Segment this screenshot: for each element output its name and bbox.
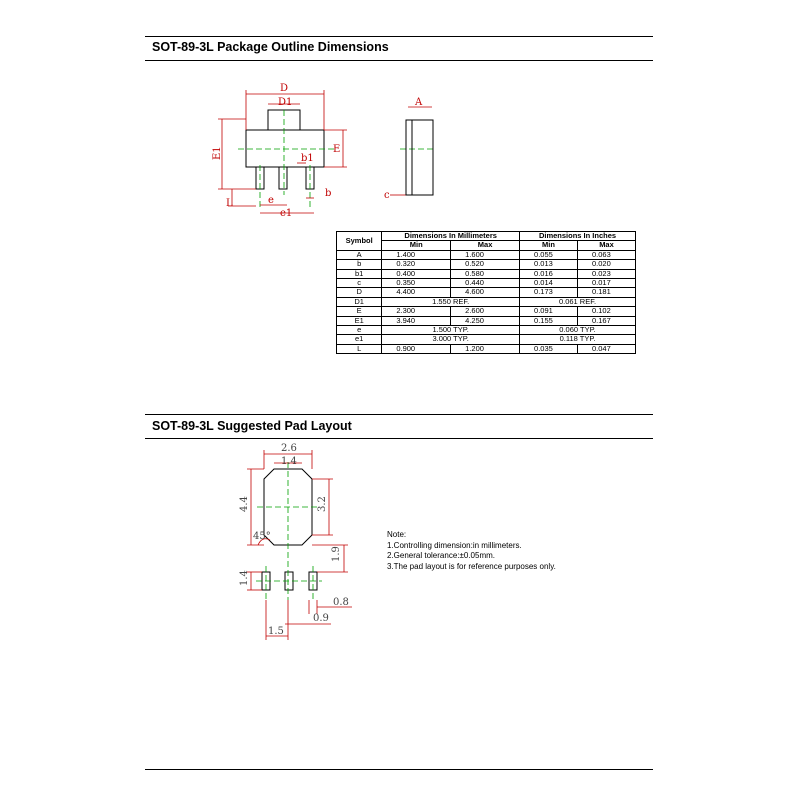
table-cell: 0.063 — [577, 250, 635, 259]
table-cell: 1.500 TYP. — [382, 326, 520, 335]
table-cell: 0.118 TYP. — [520, 335, 636, 344]
table-cell: c — [337, 279, 382, 288]
table-cell: 0.320 — [382, 260, 451, 269]
label-A: A — [415, 97, 423, 108]
table-cell: 0.060 TYP. — [520, 326, 636, 335]
table-cell: 3.000 TYP. — [382, 335, 520, 344]
table-cell: 0.016 — [520, 269, 578, 278]
table-cell: 2.600 — [451, 307, 520, 316]
table-cell: E1 — [337, 316, 382, 325]
table-cell: D1 — [337, 297, 382, 306]
table-cell: 1.550 REF. — [382, 297, 520, 306]
table-cell: 0.580 — [451, 269, 520, 278]
table-cell: A — [337, 250, 382, 259]
table-cell: 0.014 — [520, 279, 578, 288]
section-title-outline: SOT-89-3L Package Outline Dimensions — [152, 40, 389, 54]
pad-label-1-4: 1.4 — [281, 456, 297, 467]
label-b: b — [325, 188, 332, 199]
col-mm: Dimensions In Millimeters — [382, 232, 520, 241]
table-cell: E — [337, 307, 382, 316]
note-item: 2.General tolerance:±0.05mm. — [387, 551, 495, 560]
label-E1: E1 — [212, 146, 223, 160]
table-cell: L — [337, 344, 382, 353]
table-cell: 4.600 — [451, 288, 520, 297]
table-cell: 0.013 — [520, 260, 578, 269]
col-symbol: Symbol — [337, 232, 382, 251]
pad-label-2-6: 2.6 — [281, 443, 297, 454]
table-cell: 0.440 — [451, 279, 520, 288]
pad-label-1-5: 1.5 — [268, 626, 284, 637]
table-cell: 0.400 — [382, 269, 451, 278]
pad-label-0-8: 0.8 — [333, 597, 349, 608]
table-cell: 3.940 — [382, 316, 451, 325]
label-c: c — [384, 190, 390, 201]
table-cell: b — [337, 260, 382, 269]
pad-label-3-2: 3.2 — [317, 496, 328, 512]
table-cell: 0.017 — [577, 279, 635, 288]
label-e: e — [268, 195, 274, 206]
label-E: E — [333, 144, 341, 155]
table-cell: 0.047 — [577, 344, 635, 353]
table-cell: 0.181 — [577, 288, 635, 297]
table-cell: 0.020 — [577, 260, 635, 269]
table-cell: 0.035 — [520, 344, 578, 353]
table-cell: 0.023 — [577, 269, 635, 278]
col-mm-max: Max — [451, 241, 520, 250]
col-in-max: Max — [577, 241, 635, 250]
pad-label-lead-1-4: 1.4 — [239, 570, 250, 586]
col-mm-min: Min — [382, 241, 451, 250]
table-cell: 0.900 — [382, 344, 451, 353]
label-L: L — [226, 198, 233, 209]
note-item: 1.Controlling dimension:in millimeters. — [387, 540, 522, 550]
table-cell: 0.091 — [520, 307, 578, 316]
table-cell: 1.200 — [451, 344, 520, 353]
label-D1: D1 — [278, 97, 293, 108]
table-cell: 0.350 — [382, 279, 451, 288]
label-e1: e1 — [280, 208, 293, 219]
table-cell: 1.400 — [382, 250, 451, 259]
note-item: 3.The pad layout is for reference purposes only. — [387, 561, 556, 571]
table-cell: 2.300 — [382, 307, 451, 316]
label-b1: b1 — [301, 153, 314, 164]
pad-label-1-9: 1.9 — [331, 546, 342, 562]
table-cell: 0.061 REF. — [520, 297, 636, 306]
table-cell: 0.055 — [520, 250, 578, 259]
label-D: D — [280, 83, 289, 94]
table-cell: 0.520 — [451, 260, 520, 269]
notes-title: Note: — [387, 530, 407, 539]
pad-label-angle: 45° — [253, 531, 271, 542]
table-cell: b1 — [337, 269, 382, 278]
bottom-rule — [145, 769, 653, 770]
table-cell: 0.102 — [577, 307, 635, 316]
notes-block — [387, 530, 556, 572]
table-cell: D — [337, 288, 382, 297]
table-cell: e — [337, 326, 382, 335]
table-cell: 1.600 — [451, 250, 520, 259]
table-cell: 4.400 — [382, 288, 451, 297]
col-in-min: Min — [520, 241, 578, 250]
col-inches: Dimensions In Inches — [520, 232, 636, 241]
table-cell: e1 — [337, 335, 382, 344]
table-cell: 0.155 — [520, 316, 578, 325]
section-title-pad-layout: SOT-89-3L Suggested Pad Layout — [152, 419, 352, 433]
table-cell: 4.250 — [451, 316, 520, 325]
pad-label-4-4: 4.4 — [239, 496, 250, 512]
table-cell: 0.173 — [520, 288, 578, 297]
table-cell: 0.167 — [577, 316, 635, 325]
pad-label-0-9: 0.9 — [313, 613, 329, 624]
